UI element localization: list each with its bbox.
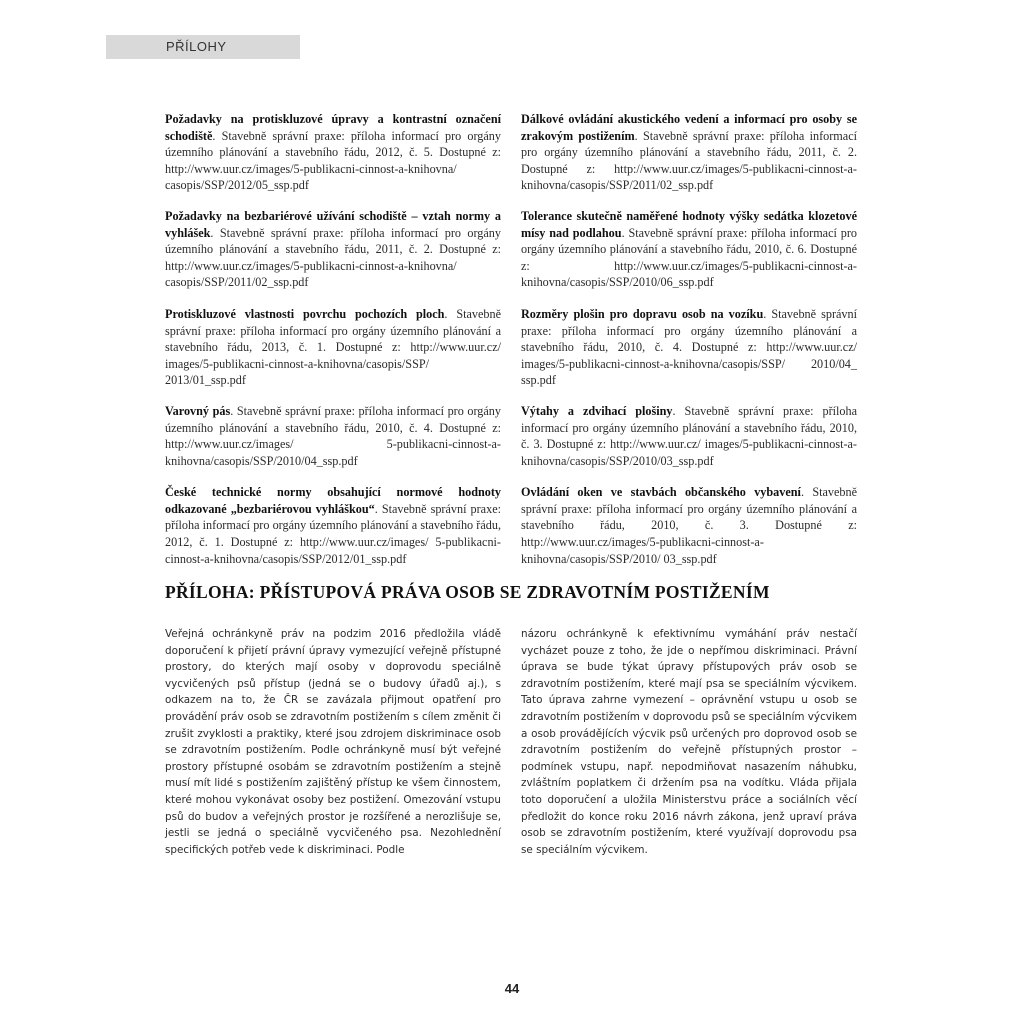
reference-item [521, 484, 857, 567]
reference-text: . Stavebně správní praxe: příloha informací pro orgány územního plánování a stavebního řádu, 2011, č. 2. Dostupné z: http://www.uur.cz/images/5-publikacni-cinnost-a-knihovna/casopis/SSP/2011/02_ssp.pdf [521, 128, 857, 193]
reference-title: Požadavky na bezbariérové užívání schodiště – vztah normy a vyhlášek [165, 208, 501, 240]
reference-item [165, 306, 501, 389]
reference-text: . Stavebně správní praxe: příloha informací pro orgány územního plánování a stavebního řádu, 2011, č. 2. Dostupné z: http://www.uur.cz/images/5-publikacni-cinnost-a-knihovna/ casopis/SSP/2011/02_ssp.pdf [165, 225, 501, 290]
reference-title: Protiskluzové vlastnosti povrchu pochozích ploch [165, 306, 445, 321]
reference-title: České technické normy obsahující normové hodnoty odkazované „bezbariérovou vyhláškou“ [165, 485, 501, 516]
reference-title: Tolerance skutečně naměřené hodnoty výšky sedátka klozetové mísy nad podlahou [521, 208, 857, 240]
body-paragraph: Veřejná ochránkyně práv na podzim 2016 předložila vládě doporučení k přijetí právní úpravy vymezující veřejně přístupné prostory, do kterých mají osoby v doprovodu speciálně vycvičených psů přístup (jedná se o budovy úřadů aj.), s odkazem na to, že ČR se zavázala přijmout opatření pro provádění práv osob se zdravotním postižením s cílem změnit či zrušit zvyklosti a praktiky, které jsou zdrojem diskriminace osob se zdravotním postižením. Podle ochránkyně musí být veřejné prostory přístupné osobám se zdravotním postižením a stejně musí mít lidé s postižením zajištěný přístup ke všem činnostem, které mohou vykonávat osoby bez postižení. Omezování vstupu psů do budov a veřejných prostor je rozšířené a nerozlišuje se, jestli se jedná o speciálně vycvičeného psa. Nezohlednění specifických potřeb vede k diskriminaci. Podle [165, 628, 501, 856]
section-header-label: PŘÍLOHY [166, 39, 227, 54]
body-left-column [165, 626, 501, 858]
reference-text: . Stavebně správní praxe: příloha informací pro orgány územního plánování a stavebního řádu, 2010, č. 3. Dostupné z: http://www.uur.cz/images/5-publikacni-cinnost-a-knihovna/casopis/SSP/2010/ 03_ssp.pdf [521, 485, 857, 566]
body-paragraph: názoru ochránkyně k efektivnímu vymáhání práv nestačí vycházet pouze z toho, že jde o nepřímou diskriminaci. Právní úprava se bude týkat úpravy přístupových práv osob se zdravotním postižením, které mají psa se speciálním výcvikem. Tato úprava zahrne vymezení – oprávnění vstupu u osob se zdravotním postižením v doprovodu psů se speciálním výcvikem a osob provádějících výcvik psů určených pro doprovod osob se zdravotním postižením do veřejně přístupných prostor – podmínek vstupu, např. nepodmiňovat nasazením náhubku, zvláštním poplatkem či držením psa na vodítku. Vláda přijala toto doporučení a uložila Ministerstvu práce a sociálních věcí předložit do konce roku 2016 návrh zákona, jenž upraví práva osob se zdravotním postižením, které využívají doprovodu psa se speciálním výcvikem. [521, 628, 857, 856]
references-left-column [165, 111, 501, 567]
reference-text: . Stavebně správní praxe: příloha informací pro orgány územního plánování a stavebního řádu, 2010, č. 4. Dostupné z: http://www.uur.cz/ images/5-publikacni-cinnost-a-knihovna/casopis/SSP/ 2010/04_ ssp.pdf [521, 306, 857, 388]
reference-text: . Stavebně správní praxe: příloha informací pro orgány územního plánování a stavebního řádu, 2012, č. 5. Dostupné z: http://www.uur.cz/images/5-publikacni-cinnost-a-knihovna/ casopis/SSP/2012/05_ssp.pdf [165, 128, 501, 193]
reference-item [165, 403, 501, 469]
reference-title: Požadavky na protiskluzové úpravy a kontrastní označení schodiště [165, 112, 501, 143]
reference-title: Ovládání oken ve stavbách občanského vybavení [521, 485, 801, 500]
reference-item [165, 111, 501, 194]
reference-item [165, 484, 501, 567]
reference-item [521, 208, 857, 291]
reference-text: . Stavebně správní praxe: příloha informací pro orgány územního plánování a stavebního řádu, 2010, č. 4. Dostupné z: http://www.uur.cz/images/ 5-publikacni-cinnost-a-knihovna/casopis/SSP/2010/04_ssp.pdf [165, 403, 501, 468]
section-title: PŘÍLOHA: PŘÍSTUPOVÁ PRÁVA OSOB SE ZDRAVOTNÍM POSTIŽENÍM [165, 582, 770, 602]
reference-text: . Stavebně správní praxe: příloha informací pro orgány územního plánování a stavebního řádu, 2012, č. 1. Dostupné z: http://www.uur.cz/images/ 5-publikacni-cinnost-a-knihovna/casopis/SSP/2012/01_ssp.pdf [165, 501, 501, 566]
body-right-column [521, 626, 857, 858]
reference-item [521, 403, 857, 469]
section-header-tab [106, 35, 300, 59]
reference-title: Rozměry plošin pro dopravu osob na vozíku [521, 306, 764, 321]
reference-item [165, 208, 501, 291]
references-right-column [521, 111, 857, 567]
reference-text: . Stavebně správní praxe: příloha informací pro orgány územního plánování a stavebního řádu, 2013, č. 1. Dostupné z: http://www.uur.cz/ images/5-publikacni-cinnost-a-knihovna/casopis/SSP/ 2013/01_ssp.pdf [165, 306, 501, 388]
page-number: 44 [504, 981, 520, 996]
reference-title: Výtahy a zdvihací plošiny [521, 403, 673, 418]
reference-text: . Stavebně správní praxe: příloha informací pro orgány územního plánování a stavebního řádu, 2010, č. 3. Dostupné z: http://www.uur.cz/ images/5-publikacni-cinnost-a-knihovna/casopis/SSP/2010/03_ssp.pdf [521, 403, 857, 468]
reference-title: Varovný pás [165, 403, 231, 418]
reference-text: . Stavebně správní praxe: příloha informací pro orgány územního plánování a stavebního řádu, 2010, č. 6. Dostupné z: http://www.uur.cz/images/5-publikacni-cinnost-a-knihovna/casopis/SSP/2010/06_ssp.pdf [521, 225, 857, 290]
reference-item [521, 111, 857, 194]
reference-title: Dálkové ovládání akustického vedení a informací pro osoby se zrakovým postižením [521, 112, 857, 143]
reference-item [521, 306, 857, 389]
